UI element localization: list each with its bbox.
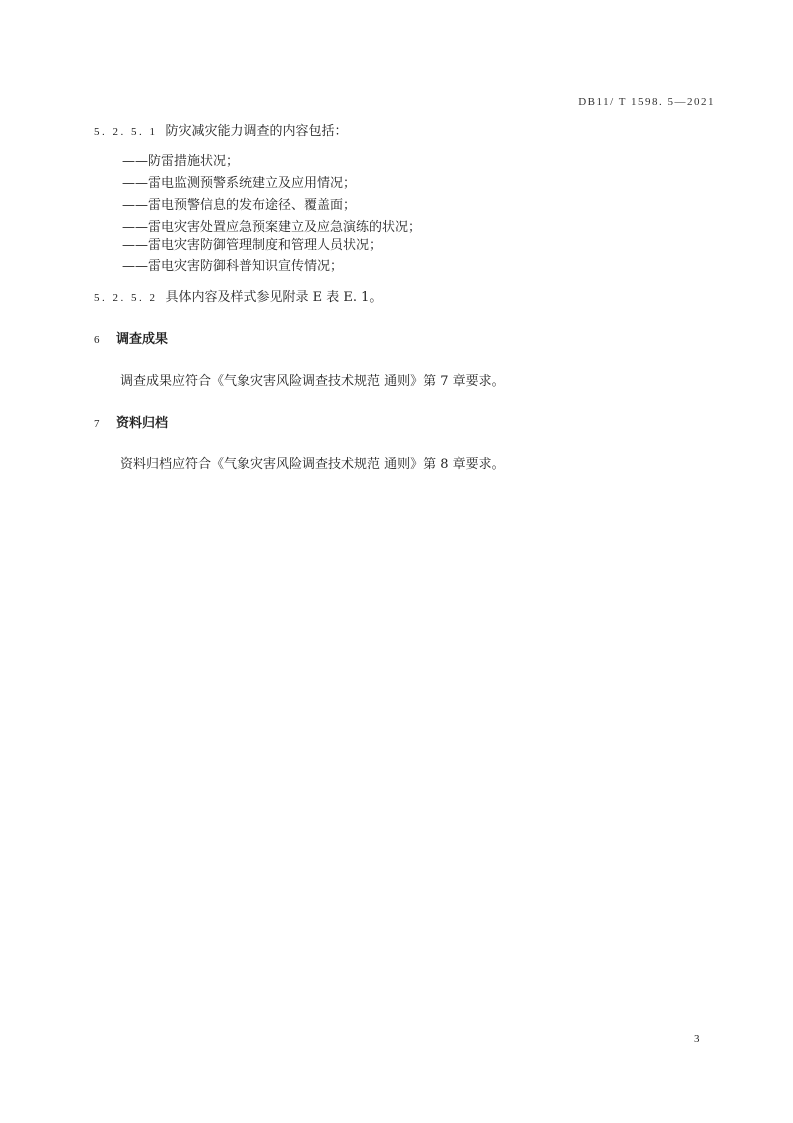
clause-number: 5. 2. 5. 1	[94, 126, 158, 138]
section-title: 调查成果	[116, 332, 169, 347]
section-number: 6	[94, 334, 100, 346]
document-code: DB11/ T 1598. 5—2021	[578, 96, 715, 108]
section-7-heading	[94, 416, 168, 432]
clause-5-2-5-1	[94, 124, 348, 140]
list-item: ——雷电灾害处置应急预案建立及应急演练的状况；	[122, 220, 422, 235]
clause-text: 防灾减灾能力调查的内容包括：	[165, 124, 348, 139]
list-item: ——防雷措施状况；	[122, 154, 240, 169]
section-title: 资料归档	[116, 416, 169, 431]
section-6-body: 调查成果应符合《气象灾害风险调查技术规范 通则》第 7 章要求。	[120, 374, 505, 389]
list-item: ——雷电预警信息的发布途径、覆盖面；	[122, 198, 357, 213]
clause-5-2-5-2	[94, 290, 382, 306]
clause-text: 具体内容及样式参见附录 E 表 E. 1。	[165, 290, 383, 305]
section-7-body: 资料归档应符合《气象灾害风险调查技术规范 通则》第 8 章要求。	[120, 457, 505, 472]
list-item: ——雷电灾害防御科普知识宣传情况；	[122, 259, 344, 274]
section-number: 7	[94, 418, 100, 430]
section-6-heading	[94, 332, 168, 348]
page-number: 3	[694, 1033, 700, 1045]
list-item: ——雷电监测预警系统建立及应用情况；	[122, 176, 357, 191]
list-item: ——雷电灾害防御管理制度和管理人员状况；	[122, 238, 383, 253]
clause-number: 5. 2. 5. 2	[94, 292, 158, 304]
